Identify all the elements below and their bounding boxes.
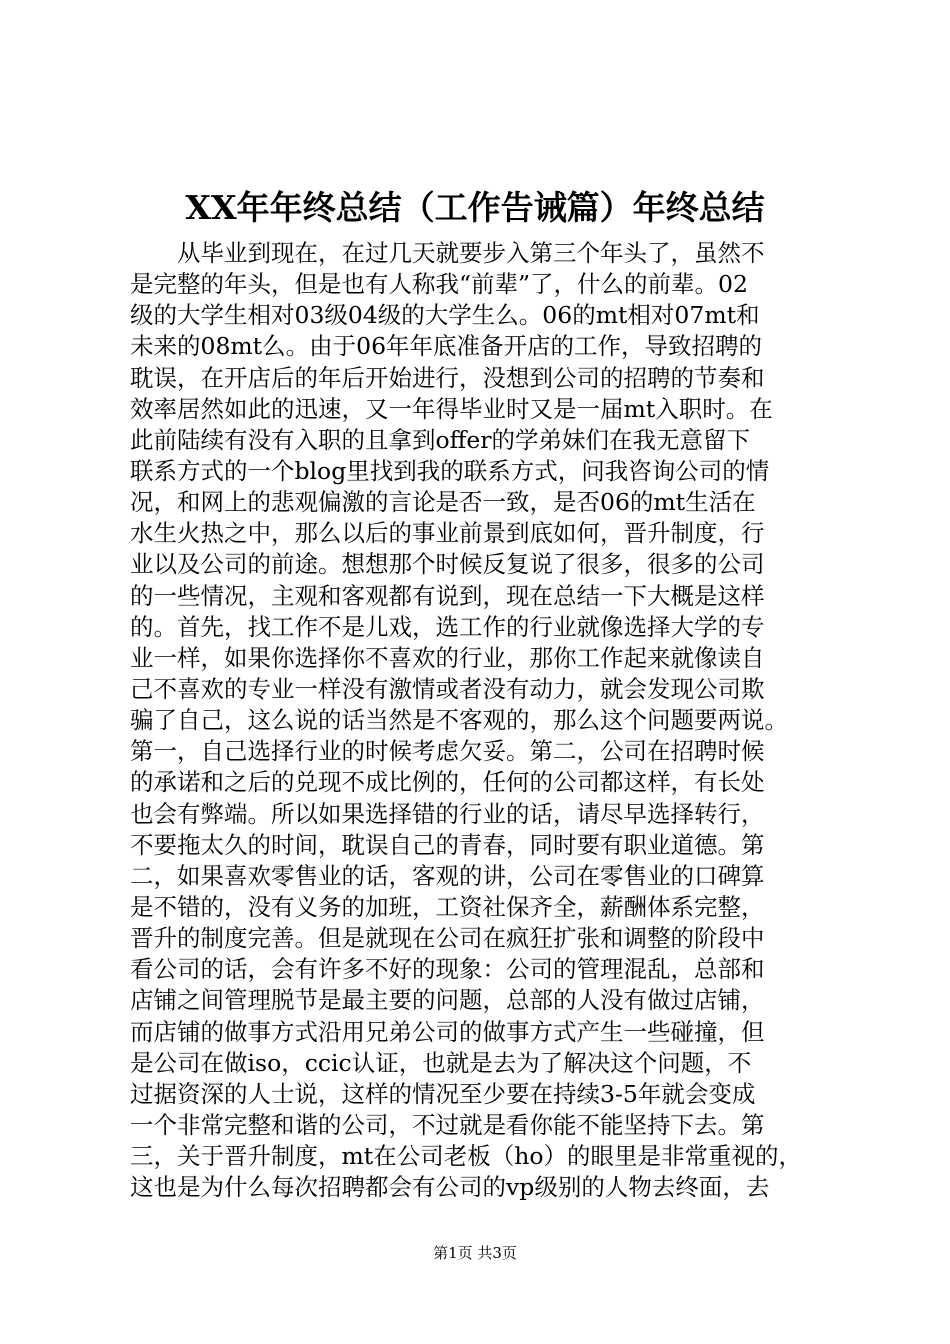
body-line: 过据资深的人士说，这样的情况至少要在持续3-5年就会变成 — [130, 1079, 756, 1108]
body-line: 店铺之间管理脱节是最主要的问题，总部的人没有做过店铺， — [130, 986, 765, 1015]
body-line: 也会有弊端。所以如果选择错的行业的话，请尽早选择转行， — [130, 799, 765, 828]
body-line: 第一，自己选择行业的时候考虑欠妥。第二，公司在招聘时候 — [130, 737, 765, 766]
body-line: 未来的08mt么。由于06年年底准备开店的工作，导致招聘的 — [130, 332, 763, 361]
document-title: XX年年终总结（工作告诫篇）年终总结 — [185, 188, 765, 227]
body-line: 此前陆续有没有入职的且拿到offer的学弟妹们在我无意留下 — [130, 425, 750, 454]
body-line: 效率居然如此的迅速，又一年得毕业时又是一届mt入职时。在 — [130, 394, 773, 423]
body-line: 三，关于晋升制度，mt在公司老板（ho）的眼里是非常重视的， — [130, 1142, 803, 1171]
body-line: 的一些情况，主观和客观都有说到，现在总结一下大概是这样 — [130, 581, 765, 610]
body-line: 一个非常完整和谐的公司，不过就是看你能不能坚持下去。第 — [130, 1110, 765, 1139]
body-line: 从毕业到现在，在过几天就要步入第三个年头了，虽然不 — [130, 239, 765, 267]
body-line: 不要拖太久的时间，耽误自己的青春，同时要有职业道德。第 — [130, 830, 765, 859]
body-line: 耽误，在开店后的年后开始进行，没想到公司的招聘的节奏和 — [130, 363, 765, 392]
body-line: 的。首先，找工作不是儿戏，选工作的行业就像选择大学的专 — [130, 612, 765, 641]
body-line: 骗了自己，这么说的话当然是不客观的，那么这个问题要两说。 — [130, 706, 788, 735]
body-line: 二，如果喜欢零售业的话，客观的讲，公司在零售业的口碑算 — [130, 861, 765, 890]
body-line: 是完整的年头，但是也有人称我“前辈”了，什么的前辈。02 — [130, 270, 748, 299]
body-line: 水生火热之中，那么以后的事业前景到底如何，晋升制度，行 — [130, 519, 765, 548]
body-line: 的承诺和之后的兑现不成比例的，任何的公司都这样，有长处 — [130, 768, 765, 797]
body-line: 是不错的，没有义务的加班，工资社保齐全，薪酬体系完整， — [130, 892, 765, 921]
body-line: 是公司在做iso，ccic认证，也就是去为了解决这个问题，不 — [130, 1048, 752, 1077]
body-line: 级的大学生相对03级04级的大学生么。06的mt相对07mt和 — [130, 301, 760, 330]
body-line: 业以及公司的前途。想想那个时候反复说了很多，很多的公司 — [130, 550, 765, 579]
body-line: 联系方式的一个blog里找到我的联系方式，问我咨询公司的情 — [130, 456, 770, 485]
page-footer: 第1页 共3页 — [433, 1244, 517, 1262]
body-line: 这也是为什么每次招聘都会有公司的vp级别的人物去终面，去 — [130, 1173, 770, 1202]
document-body — [130, 238, 835, 1203]
body-line: 业一样，如果你选择你不喜欢的行业，那你工作起来就像读自 — [130, 643, 765, 672]
body-line: 己不喜欢的专业一样没有激情或者没有动力，就会发现公司欺 — [130, 674, 765, 703]
body-line: 况，和网上的悲观偏激的言论是否一致，是否06的mt生活在 — [130, 488, 756, 517]
body-line: 看公司的话，会有许多不好的现象：公司的管理混乱，总部和 — [130, 955, 765, 984]
body-line: 而店铺的做事方式沿用兄弟公司的做事方式产生一些碰撞，但 — [130, 1017, 765, 1046]
body-line: 晋升的制度完善。但是就现在公司在疯狂扩张和调整的阶段中 — [130, 924, 765, 953]
